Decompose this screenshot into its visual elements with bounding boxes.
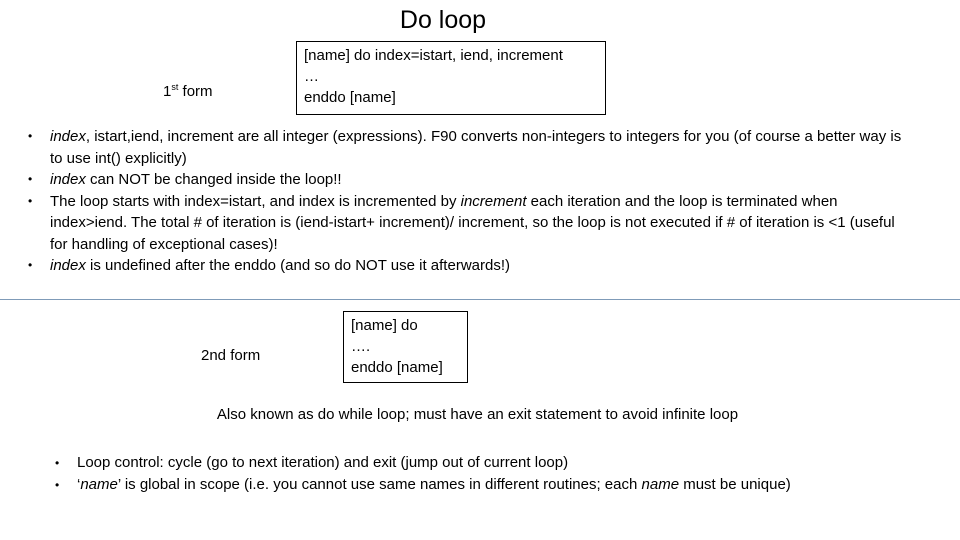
loop-control-bullet-list	[55, 452, 935, 496]
code-line: enddo [name]	[304, 89, 396, 106]
first-form-number: 1	[163, 83, 172, 100]
bullet-text: must be unique)	[679, 476, 791, 493]
bullet-item	[28, 169, 908, 191]
code-box-second-form	[343, 311, 468, 383]
bullet-item	[28, 255, 908, 277]
bullet-item	[28, 191, 908, 256]
do-while-note: Also known as do while loop; must have an exit statement to avoid infinite loop	[216, 406, 739, 423]
bullet-item	[28, 126, 908, 169]
bullet-text: ’ is global in scope (i.e. you cannot use same names in different routines; each	[117, 476, 642, 493]
bullet-italic-text: index	[50, 257, 86, 274]
slide-title: Do loop	[399, 6, 487, 34]
first-form-suffix: form	[178, 83, 213, 100]
bullet-dot: •	[28, 172, 33, 186]
code-line: enddo [name]	[351, 359, 443, 376]
first-form-ordinal: st	[171, 82, 179, 92]
code-line: [name] do index=istart, iend, increment	[304, 47, 563, 64]
bullet-text: Loop control: cycle (go to next iteration) and exit (jump out of current loop)	[77, 454, 569, 471]
code-line: [name] do	[351, 317, 418, 334]
first-form-bullet-list	[28, 126, 908, 277]
bullet-dot: •	[55, 478, 60, 492]
bullet-text: is undefined after the enddo (and so do NOT use it afterwards!)	[85, 257, 510, 274]
section-divider	[0, 299, 960, 300]
bullet-dot: •	[28, 193, 33, 208]
code-line: …	[304, 68, 319, 85]
bullet-dot: •	[28, 258, 33, 272]
bullet-item	[55, 474, 935, 496]
bullet-dot: •	[28, 129, 33, 143]
bullet-text: each iteration and the loop is terminated when index>iend. The total # of iteration is (iend-istart+ increment)/ increment, so the loop is not executed if # of iteration is <1 (useful for handling of exceptional cases)!	[50, 192, 895, 253]
bullet-dot: •	[55, 456, 60, 470]
code-line: ….	[351, 338, 371, 355]
bullet-text: can NOT be changed inside the loop!!	[85, 171, 342, 188]
bullet-text: ‘	[77, 476, 81, 493]
bullet-italic-text: index	[50, 128, 86, 145]
bullet-italic-text: index	[50, 171, 86, 188]
bullet-italic-text: name	[80, 476, 118, 493]
bullet-italic-text: name	[641, 476, 680, 493]
second-form-label: 2nd form	[201, 347, 261, 364]
bullet-item	[55, 452, 935, 474]
bullet-text: The loop starts with index=istart, and index is incremented by	[50, 192, 461, 210]
bullet-italic-text: increment	[460, 192, 527, 210]
first-form-label	[163, 83, 213, 100]
bullet-text: , istart,iend, increment are all integer (expressions). F90 converts non-integers to integers for you (of course a better way is to use int() explicitly)	[50, 128, 902, 167]
code-box-first-form	[296, 41, 606, 115]
